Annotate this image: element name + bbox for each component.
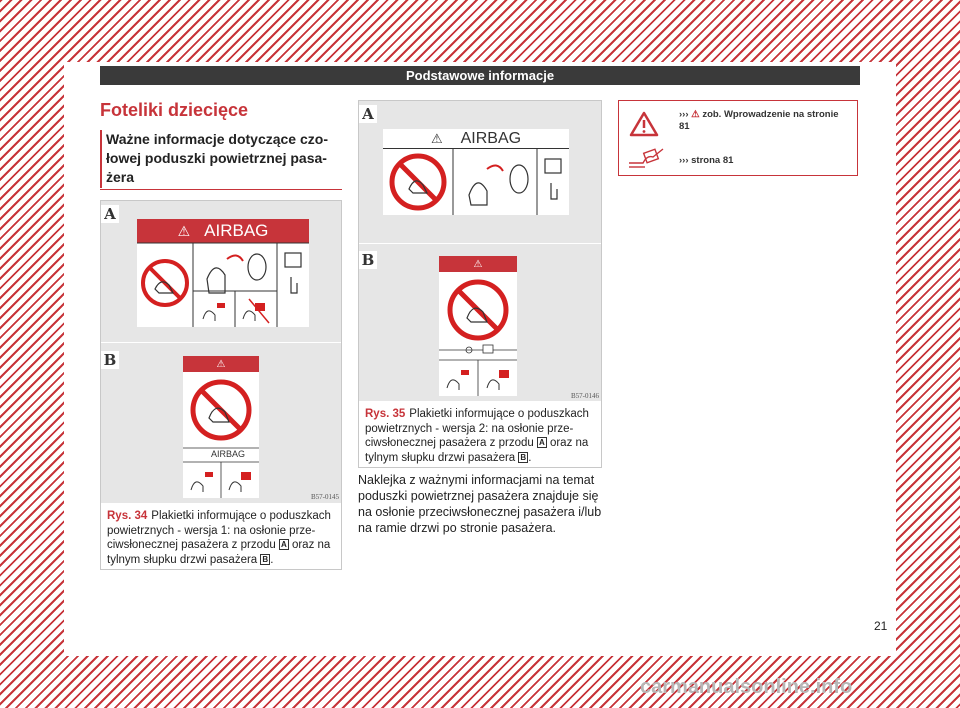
label-b-airbag-text: AIRBAG xyxy=(211,449,246,459)
label-b-graphics xyxy=(439,256,517,396)
caption-end: . xyxy=(528,451,532,464)
figure-34-image xyxy=(101,201,341,503)
caption-text: Plakietki informujące o poduszkach powietrznych - wersja 2: na osłonie prze-ciwsłonecznej pasażera z przodu xyxy=(365,408,589,449)
figure-code: B57-0146 xyxy=(571,392,599,400)
page-header: Podstawowe informacje xyxy=(100,66,860,85)
section-title: Foteliki dziecięce xyxy=(100,100,249,120)
airbag-label-a xyxy=(137,219,309,327)
figure-label-a: A xyxy=(359,105,377,123)
book-hand-icon xyxy=(627,145,667,171)
airbag-label-b xyxy=(439,256,517,396)
figure-divider xyxy=(101,342,341,343)
page xyxy=(64,62,896,656)
airbag-label-text: AIRBAG xyxy=(460,129,522,147)
figure-code: B57-0145 xyxy=(311,493,339,501)
arrow-prefix: ››› xyxy=(679,109,689,120)
note-link-text[interactable]: strona 81 xyxy=(691,155,734,166)
small-warning-icon: ⚠ xyxy=(691,109,700,120)
warning-icon: ⚠ xyxy=(177,222,191,239)
box-ref-b: B xyxy=(262,554,269,564)
warning-icon: ⚠ xyxy=(473,258,483,270)
note-link-text[interactable]: zob. Wprowadzenie na stronie 81 xyxy=(679,109,839,132)
figure-ref: Rys. 35 xyxy=(365,408,406,420)
caption-end: . xyxy=(270,553,274,566)
caption-text-2: oraz na tylnym słupku drzwi pasażera xyxy=(365,437,589,464)
airbag-label-text: AIRBAG xyxy=(204,221,269,240)
section-subtitle: Ważne informacje dotyczące czo-łowej poduszki powietrznej pasa-żera xyxy=(106,131,328,185)
figure-label-b: B xyxy=(359,251,377,269)
warning-icon: ⚠ xyxy=(430,130,443,146)
box-ref-b: B xyxy=(520,452,527,462)
label-b-graphics xyxy=(183,356,259,498)
airbag-label-a xyxy=(383,129,569,215)
warning-icon: ⚠ xyxy=(216,358,226,370)
note-box xyxy=(618,100,858,176)
figure-divider xyxy=(359,243,601,244)
warning-triangle-icon xyxy=(629,111,659,137)
figure-34-caption xyxy=(107,509,337,567)
watermark: carmanualsonline.info xyxy=(640,676,853,698)
figure-35 xyxy=(358,100,602,468)
figure-label-b: B xyxy=(101,351,119,369)
figure-ref: Rys. 34 xyxy=(107,510,148,522)
arrow-prefix: ››› xyxy=(679,155,689,166)
label-a-graphics xyxy=(383,129,569,215)
body-paragraph: Naklejka z ważnymi informacjami na temat poduszki powietrznej pasażera znajduje się na osłonie przeciwsłonecznej pasażera i/lub na ramie drzwi po stronie pasażera. xyxy=(358,473,602,535)
caption-text: Plakietki informujące o poduszkach powietrznych - wersja 1: na osłonie prze-ciwsłonecznej pasażera z przodu xyxy=(107,510,331,551)
figure-34 xyxy=(100,200,342,570)
note-line-2 xyxy=(679,155,849,167)
subtitle-rule xyxy=(100,189,342,190)
figure-label-a: A xyxy=(101,205,119,223)
figure-35-caption xyxy=(365,407,597,465)
note-line-1 xyxy=(679,109,849,133)
subtitle-accent xyxy=(100,130,102,188)
figure-35-image xyxy=(359,101,601,401)
caption-text-2: oraz na tylnym słupku drzwi pasażera xyxy=(107,539,331,566)
page-number: 21 xyxy=(874,619,888,633)
airbag-label-b xyxy=(183,356,259,498)
box-ref-a: A xyxy=(538,438,545,447)
box-ref-a: A xyxy=(280,540,287,549)
label-a-graphics xyxy=(137,219,309,327)
